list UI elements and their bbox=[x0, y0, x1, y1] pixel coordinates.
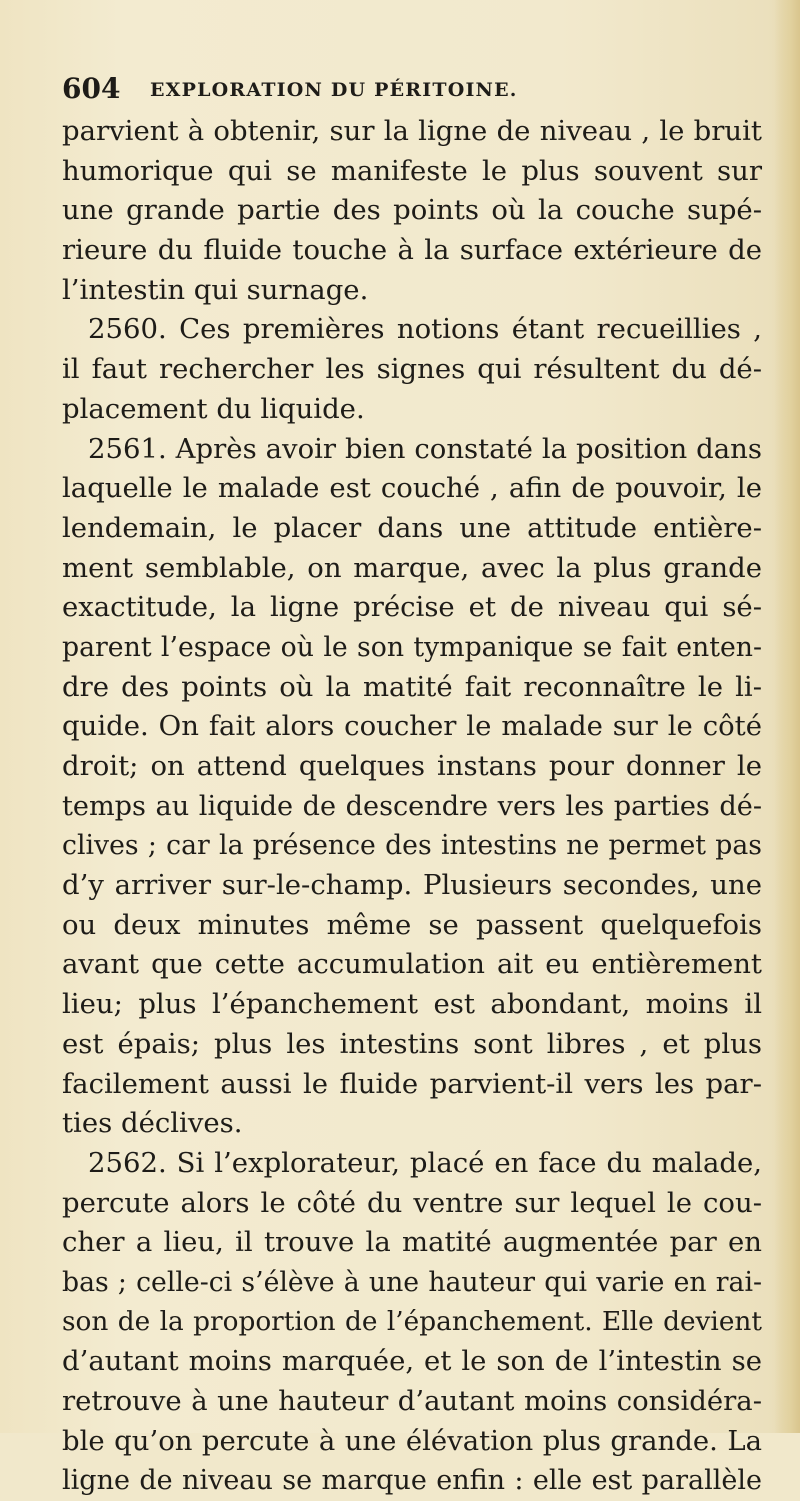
page-header bbox=[62, 72, 752, 112]
text-line: ou deux minutes même se passent quelquefois bbox=[62, 908, 762, 941]
text-line: droit; on attend quelques instans pour donner le bbox=[62, 750, 762, 782]
text-line: 2561. Après avoir bien constaté la position dans bbox=[88, 432, 762, 465]
text-line: son de la proportion de l’épanchement. Elle devient bbox=[62, 1306, 762, 1337]
text-line: il faut rechercher les signes qui résultent du dé- bbox=[62, 353, 762, 386]
text-line: une grande partie des points où la couche supé- bbox=[62, 194, 762, 227]
text-line: cher a lieu, il trouve la matité augmentée par en bbox=[62, 1226, 762, 1259]
text-line: rieure du fluide touche à la surface extérieure de bbox=[62, 234, 762, 267]
page-edge-shading bbox=[774, 0, 800, 1433]
text-line: ment semblable, on marque, avec la plus grande bbox=[62, 551, 762, 584]
text-line: facilement aussi le fluide parvient-il vers les par- bbox=[62, 1067, 762, 1100]
text-line: laquelle le malade est couché , afin de pouvoir, le bbox=[62, 472, 762, 505]
text-line: percute alors le côté du ventre sur lequel le cou- bbox=[62, 1186, 762, 1219]
text-line: exactitude, la ligne précise et de niveau qui sé- bbox=[62, 591, 762, 624]
text-line: lendemain, le placer dans une attitude entière- bbox=[62, 511, 762, 544]
text-line: d’y arriver sur-le-champ. Plusieurs secondes, une bbox=[62, 869, 762, 902]
text-line: ties déclives. bbox=[62, 1107, 243, 1140]
body-text bbox=[62, 112, 762, 1501]
text-line: retrouve à une hauteur d’autant moins considéra- bbox=[62, 1385, 762, 1417]
text-line: lieu; plus l’épanchement est abondant, moins il bbox=[62, 988, 762, 1021]
text-line: temps au liquide de descendre vers les parties dé- bbox=[62, 790, 762, 822]
text-line: parent l’espace où le son tympanique se fait enten- bbox=[62, 631, 762, 663]
text-line: 2560. Ces premières notions étant recueillies , bbox=[88, 313, 762, 346]
text-line: avant que cette accumulation ait eu entièrement bbox=[62, 948, 762, 981]
text-line: placement du liquide. bbox=[62, 392, 365, 425]
text-line: parvient à obtenir, sur la ligne de niveau , le bruit bbox=[62, 115, 762, 147]
text-line: humorique qui se manifeste le plus souvent sur bbox=[62, 154, 762, 187]
text-line: est épais; plus les intestins sont libres , et plus bbox=[62, 1027, 762, 1060]
text-line: ble qu’on percute à une élévation plus grande. La bbox=[62, 1424, 762, 1457]
text-line: 2562. Si l’explorateur, placé en face du malade, bbox=[88, 1146, 762, 1179]
text-line: bas ; celle-ci s’élève à une hauteur qui varie en rai- bbox=[62, 1266, 762, 1298]
page-number: 604 bbox=[62, 72, 121, 105]
text-line: l’intestin qui surnage. bbox=[62, 273, 369, 306]
running-title: EXPLORATION DU PÉRITOINE. bbox=[150, 79, 518, 101]
text-line: quide. On fait alors coucher le malade sur le côté bbox=[62, 710, 762, 743]
text-line: dre des points où la matité fait reconnaître le li- bbox=[62, 670, 762, 703]
text-line: ligne de niveau se marque enfin : elle est parallèle bbox=[62, 1465, 762, 1497]
text-line: clives ; car la présence des intestins ne permet pas bbox=[62, 830, 762, 862]
text-line: d’autant moins marquée, et le son de l’intestin se bbox=[62, 1345, 762, 1378]
